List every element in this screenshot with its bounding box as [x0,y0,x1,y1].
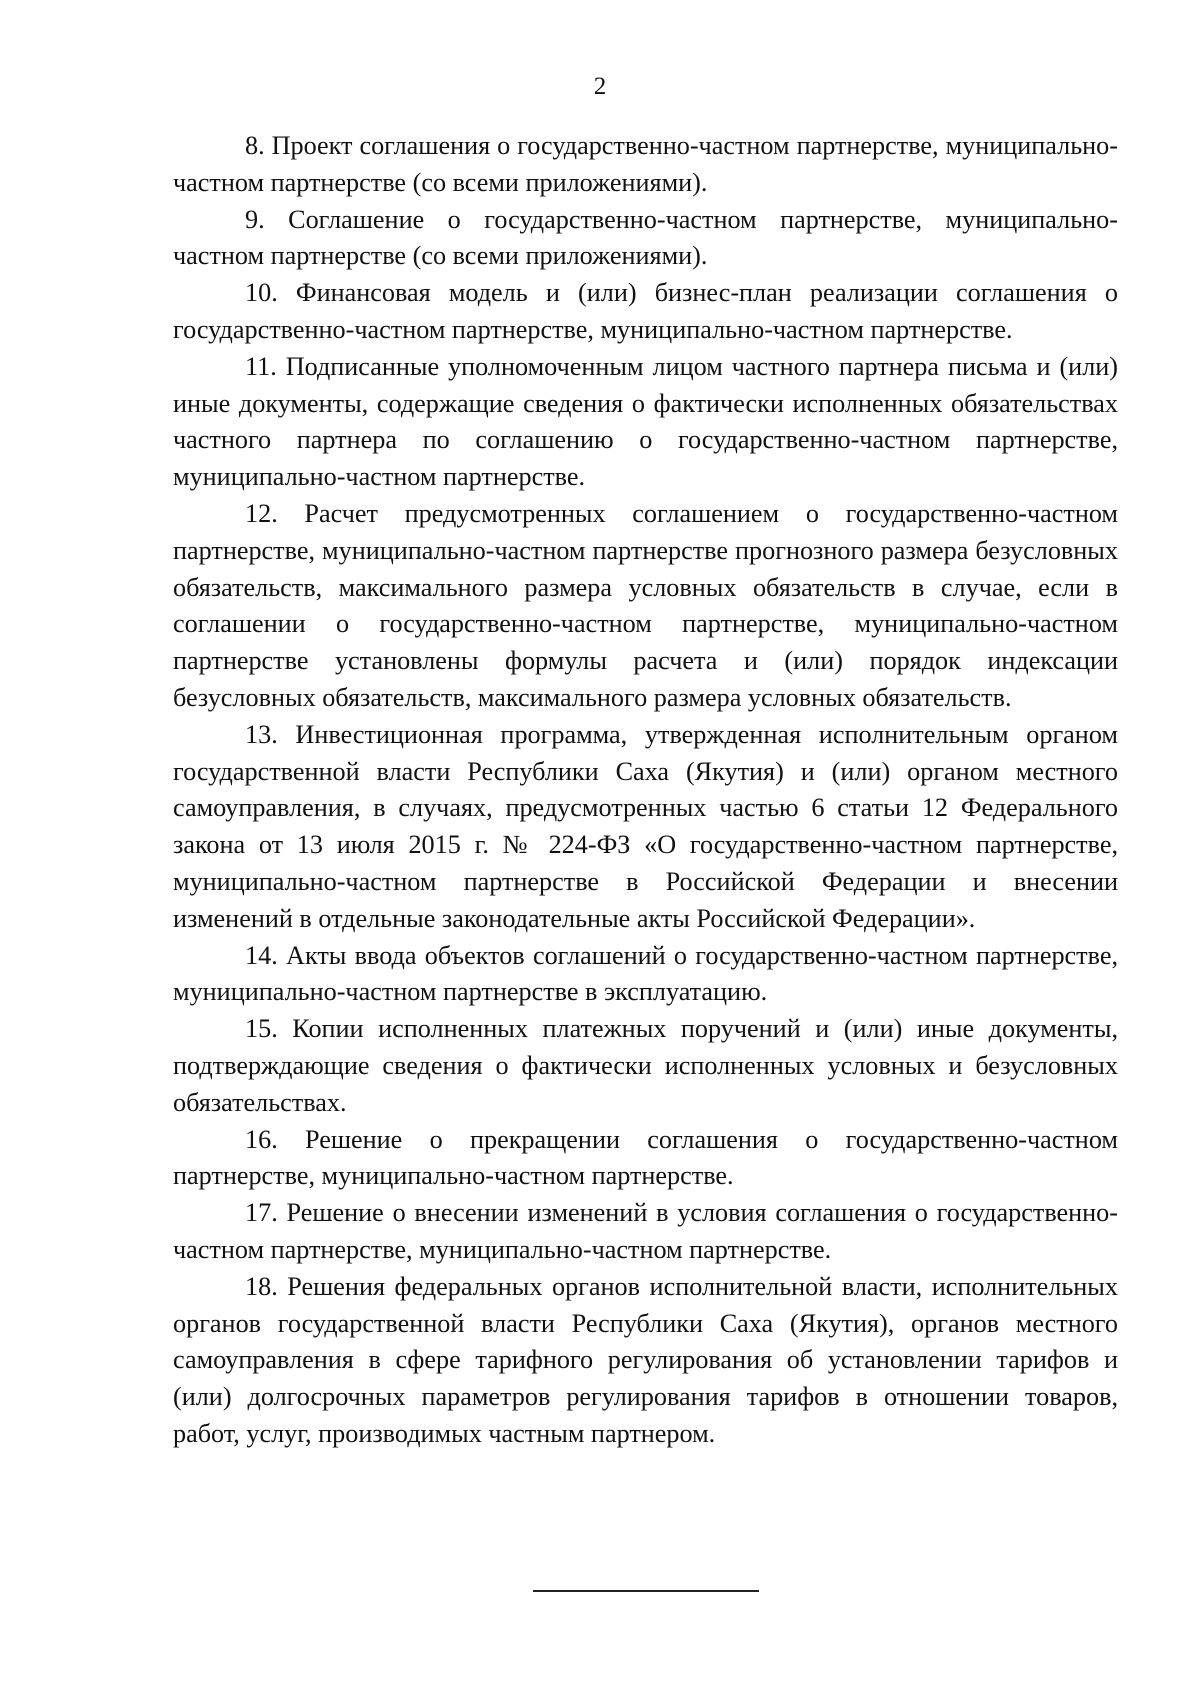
list-item-18: 18. Решения федеральных органов исполнительной власти, исполнительных органов государственной власти Республики Саха (Якутия), органов местного самоуправления в сфере тарифного регулирования об установлении тарифов и (или) долгосрочных параметров регулирования тарифов в отношении товаров, работ, услуг, производимых частным партнером. [173,1271,1118,1448]
document-body [173,128,1118,1453]
list-item-10: 10. Финансовая модель и (или) бизнес-план реализации соглашения о государственно-частном партнерстве, муниципально-частном партнерстве. [173,278,1118,344]
list-item-12: 12. Расчет предусмотренных соглашением о государственно-частном партнерстве, муниципально-частном партнерстве прогнозного размера безусловных обязательств, максимального размера условных обязательств в случае, если в соглашении о государственно-частном партнерстве, муниципально-частном партнерстве установлены формулы расчета и (или) порядок индексации безусловных обязательств, максимального размера условных обязательств. [173,498,1118,712]
list-item-9: 9. Соглашение о государственно-частном партнерстве, муниципально-частном партнерстве (со всеми приложениями). [173,204,1118,271]
list-item-17: 17. Решение о внесении изменений в условия соглашения о государственно-частном партнерстве, муниципально-частном партнерстве. [173,1198,1118,1264]
list-item-15: 15. Копии исполненных платежных поручений и (или) иные документы, подтверждающие сведения о фактически исполненных условных и безусловных обязательствах. [173,1014,1118,1117]
list-item-14: 14. Акты ввода объектов соглашений о государственно-частном партнерстве, муниципально-частном партнерстве в эксплуатацию. [173,940,1118,1007]
end-divider-line [533,1590,759,1592]
list-item-13: 13. Инвестиционная программа, утвержденная исполнительным органом государственной власти Республики Саха (Якутия) и (или) органом местного самоуправления, в случаях, предусмотренных частью 6 статьи 12 Федерального закона от 13 июля 2015 г. № 224-ФЗ «О государственно-частном партнерстве, муниципально-частном партнерстве в Российской Федерации и внесении изменений в отдельные законодательные акты Российской Федерации». [173,719,1118,933]
list-item-8: 8. Проект соглашения о государственно-частном партнерстве, муниципально-частном партнерстве (со всеми приложениями). [173,131,1118,197]
page-number: 2 [593,73,607,100]
list-item-11: 11. Подписанные уполномоченным лицом частного партнера письма и (или) иные документы, содержащие сведения о фактически исполненных обязательствах частного партнера по соглашению о государственно-частном партнерстве, муниципально-частном партнерстве. [173,351,1118,492]
list-item-16: 16. Решение о прекращении соглашения о государственно-частном партнерстве, муниципально-частном партнерстве. [173,1124,1118,1191]
